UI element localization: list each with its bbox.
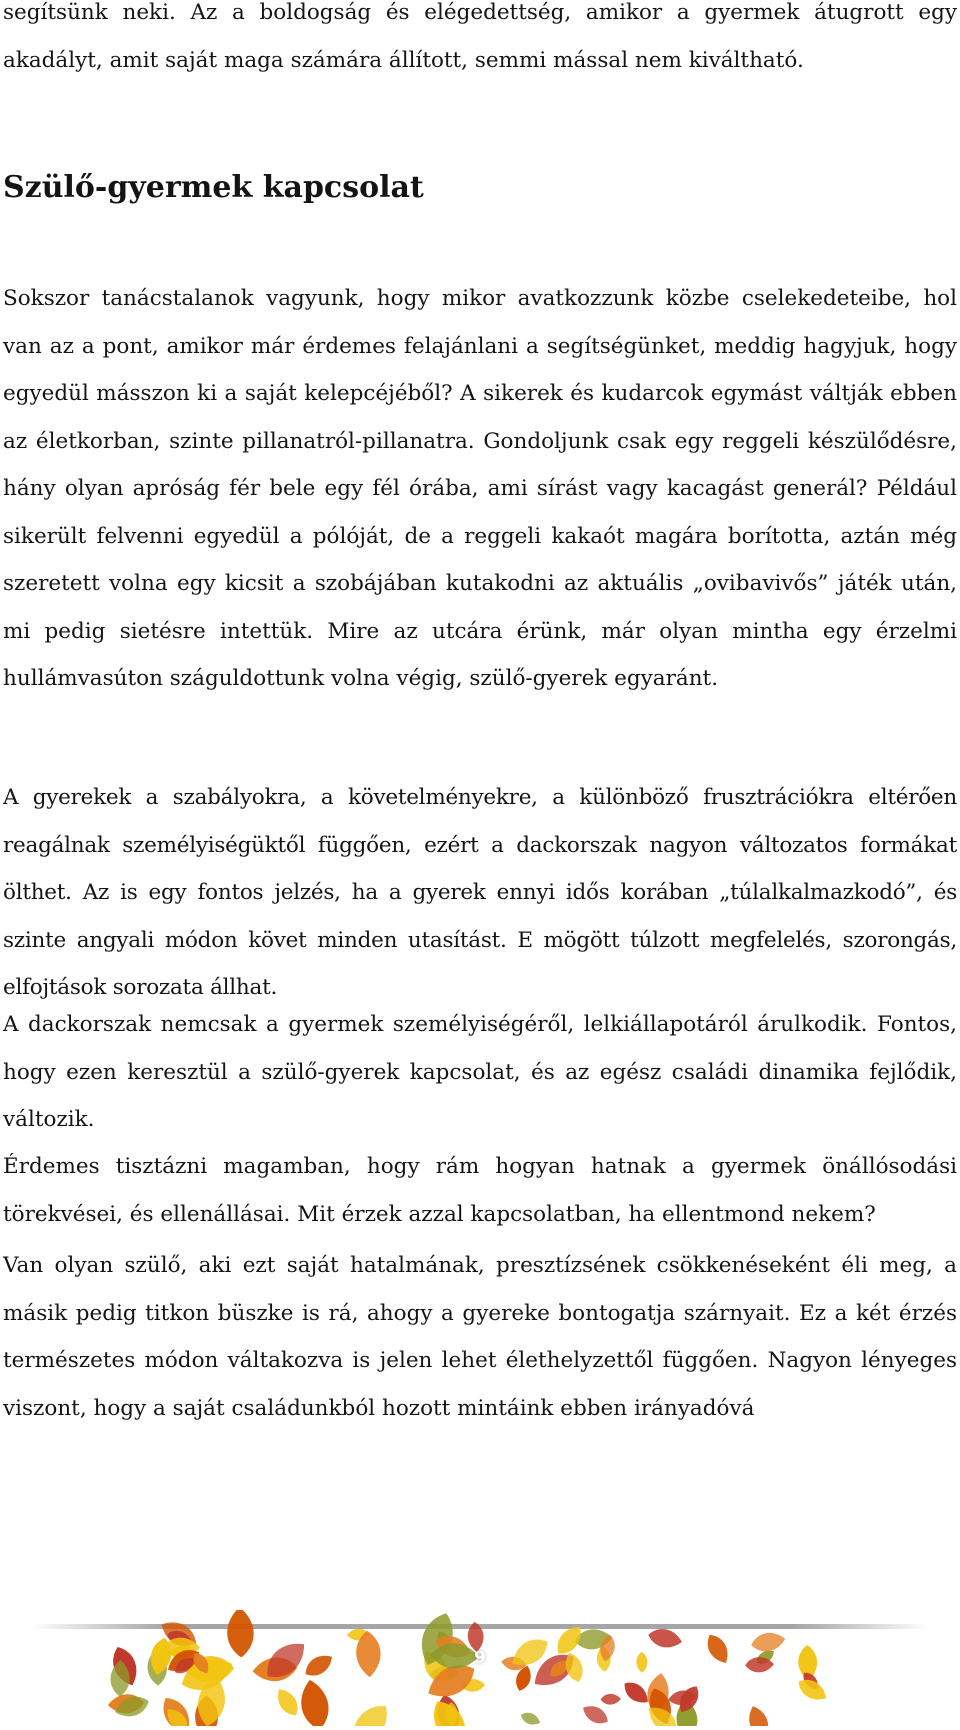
autumn-leaves-footer [0,1610,960,1726]
leaf-shape [519,1710,542,1726]
body-paragraph-2: A gyerekek a szabályokra, a követelményekre, a különböző frusztrációkra eltérően reagálnak személyiségüktől függően, ezért a dackorszak nagyon változatos formákat ölthet. Az is egy fontos jelzés, ha a gyerek ennyi idős korában „túlalkalmazkodó”, és szinte angyali módon követ minden utasítást. E mögött túlzott megfelelés, szorongás, elfojtások sorozata állhat. [3,785,957,1000]
leaf-shape [344,1698,396,1726]
leaf-shape [745,1703,773,1726]
page-number: 9 [474,1648,486,1668]
leaf-shape [272,1685,303,1720]
section-heading: Szülő-gyermek kapcsolat [3,170,424,205]
body-paragraph-3: A dackorszak nemcsak a gyermek személyiségéről, lelkiállapotáról árulkodik. Fontos, hogy ezen keresztül a szülő-gyerek kapcsolat, és az egész családi dinamika fejlődik, változik. [3,1012,957,1132]
autumn-leaves-decoration [0,1610,960,1726]
body-paragraph-5: Van olyan szülő, aki ezt saját hatalmának, presztízsének csökkenéseként éli meg, a másik pedig titkon büszke is rá, ahogy a gyereke bontogatja szárnyait. Ez a két érzés természetes módon váltakozva is jelen lehet élethelyzettől függően. Nagyon lényeges viszont, hogy a saját családunkból hozott mintáink ebben irányadóvá [3,1253,957,1421]
body-paragraph-1: Sokszor tanácstalanok vagyunk, hogy mikor avatkozzunk közbe cselekedeteibe, hol van az a pont, amikor már érdemes felajánlani a segítségünket, meddig hagyjuk, hogy egyedül másszon ki a saját kelepcéjéből? A sikerek és kudarcok egymást váltják ebben az életkorban, szinte pillanatról-pillanatra. Gondoljunk csak egy reggeli készülődésre, hány olyan apróság fér bele egy fél órába, ami sírást vagy kacagást generál? Például sikerült felvenni egyedül a pólóját, de a reggeli kakaót magára borította, aztán még szeretett volna egy kicsit a szobájában kutakodni az aktuális „ovibavivős” játék után, mi pedig sietésre intettük. Mire az utcára érünk, már olyan mintha egy érzelmi hullámvasúton száguldottunk volna végig, szülő-gyerek egyaránt. [3,286,957,691]
leaf-shape [600,1693,621,1704]
leaf-shape [646,1626,683,1651]
leaf-shape [579,1701,611,1726]
body-paragraph-4: Érdemes tisztázni magamban, hogy rám hogyan hatnak a gyermek önállósodási törekvései, és ellenállásai. Mit érzek azzal kapcsolatban, ha ellentmond nekem? [3,1154,957,1227]
intro-paragraph: segítsünk neki. Az a boldogság és elégedettség, amikor a gyermek átugrott egy akadályt, amit saját maga számára állított, semmi mással nem kiváltható. [3,0,957,73]
leaf-shape [297,1677,333,1726]
